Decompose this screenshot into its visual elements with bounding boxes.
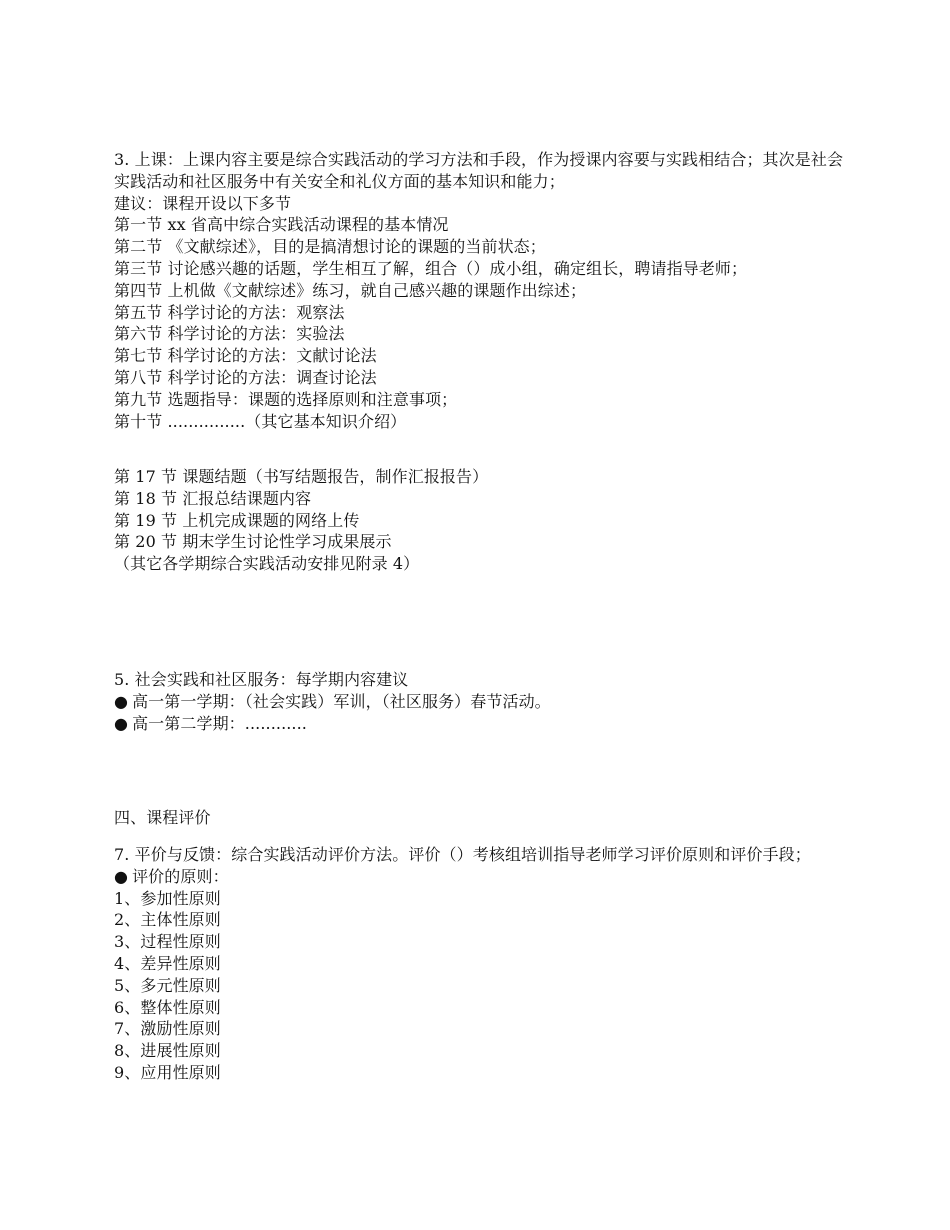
principle-item: 4、差异性原则 — [114, 953, 221, 973]
principle-item: 7、激励性原则 — [114, 1019, 221, 1039]
lesson-item: 第 19 节 上机完成课题的网络上传 — [114, 510, 360, 530]
section-4-block — [114, 807, 844, 829]
lesson-item: 第九节 选题指导：课题的选择原则和注意事项； — [114, 389, 458, 409]
section-7-block — [114, 844, 844, 1084]
lesson-item: 第八节 科学讨论的方法：调查讨论法 — [114, 367, 377, 387]
principle-item: 9、应用性原则 — [114, 1062, 221, 1082]
lesson-item: 第二节 《文献综述》，目的是搞清想讨论的课题的当前状态； — [114, 237, 546, 257]
principle-item: 6、整体性原则 — [114, 997, 221, 1017]
section-3-intro: 3. 上课：上课内容主要是综合实践活动的学习方法和手段，作为授课内容要与实践相结合；其次是社会实践活动和社区服务中有关安全和礼仪方面的基本知识和能力； — [114, 150, 844, 191]
principle-item: 5、多元性原则 — [114, 975, 221, 995]
principle-item: 8、进展性原则 — [114, 1041, 221, 1061]
lesson-item: 第六节 科学讨论的方法：实验法 — [114, 324, 345, 344]
section-7-intro: 7. 平价与反馈：综合实践活动评价方法。评价（）考核组培训指导老师学习评价原则和评价手段； — [114, 845, 811, 864]
principle-item: 1、参加性原则 — [114, 888, 221, 908]
lesson-item: 第五节 科学讨论的方法：观察法 — [114, 302, 345, 322]
lesson-item: 第四节 上机做《文献综述》练习，就自己感兴趣的课题作出综述； — [114, 280, 587, 300]
bullet-item: ● 高一第一学期：（社会实践）军训，（社区服务）春节活动。 — [114, 691, 844, 713]
section-5-title: 5. 社会实践和社区服务：每学期内容建议 — [114, 670, 409, 689]
lesson-item: 第七节 科学讨论的方法：文献讨论法 — [114, 346, 377, 366]
lesson-item: 第三节 讨论感兴趣的话题，学生相互了解，组合（）成小组，确定组长，聘请指导老师； — [114, 258, 748, 278]
lesson-item: 第 17 节 课题结题（书写结题报告，制作汇报报告） — [114, 467, 489, 486]
section-4-heading: 四、课程评价 — [114, 808, 211, 827]
bullet-item: ● 高一第二学期：............ — [114, 713, 844, 735]
principles-title: ● 评价的原则： — [114, 866, 844, 888]
appendix-note: （其它各学期综合实践活动安排见附录 4） — [114, 554, 420, 574]
lesson-item: 第一节 xx 省高中综合实践活动课程的基本情况 — [114, 215, 449, 235]
lesson-item: 第十节 ...............（其它基本知识介绍） — [114, 411, 407, 431]
late-lessons-block — [114, 466, 844, 575]
section-3-block — [114, 149, 844, 432]
principle-item: 3、过程性原则 — [114, 932, 221, 952]
principle-item: 2、主体性原则 — [114, 910, 221, 930]
lesson-item: 第 20 节 期末学生讨论性学习成果展示 — [114, 532, 392, 552]
suggestion-line: 建议：课程开设以下多节 — [114, 193, 292, 213]
lesson-item: 第 18 节 汇报总结课题内容 — [114, 488, 312, 508]
section-5-block — [114, 669, 844, 734]
